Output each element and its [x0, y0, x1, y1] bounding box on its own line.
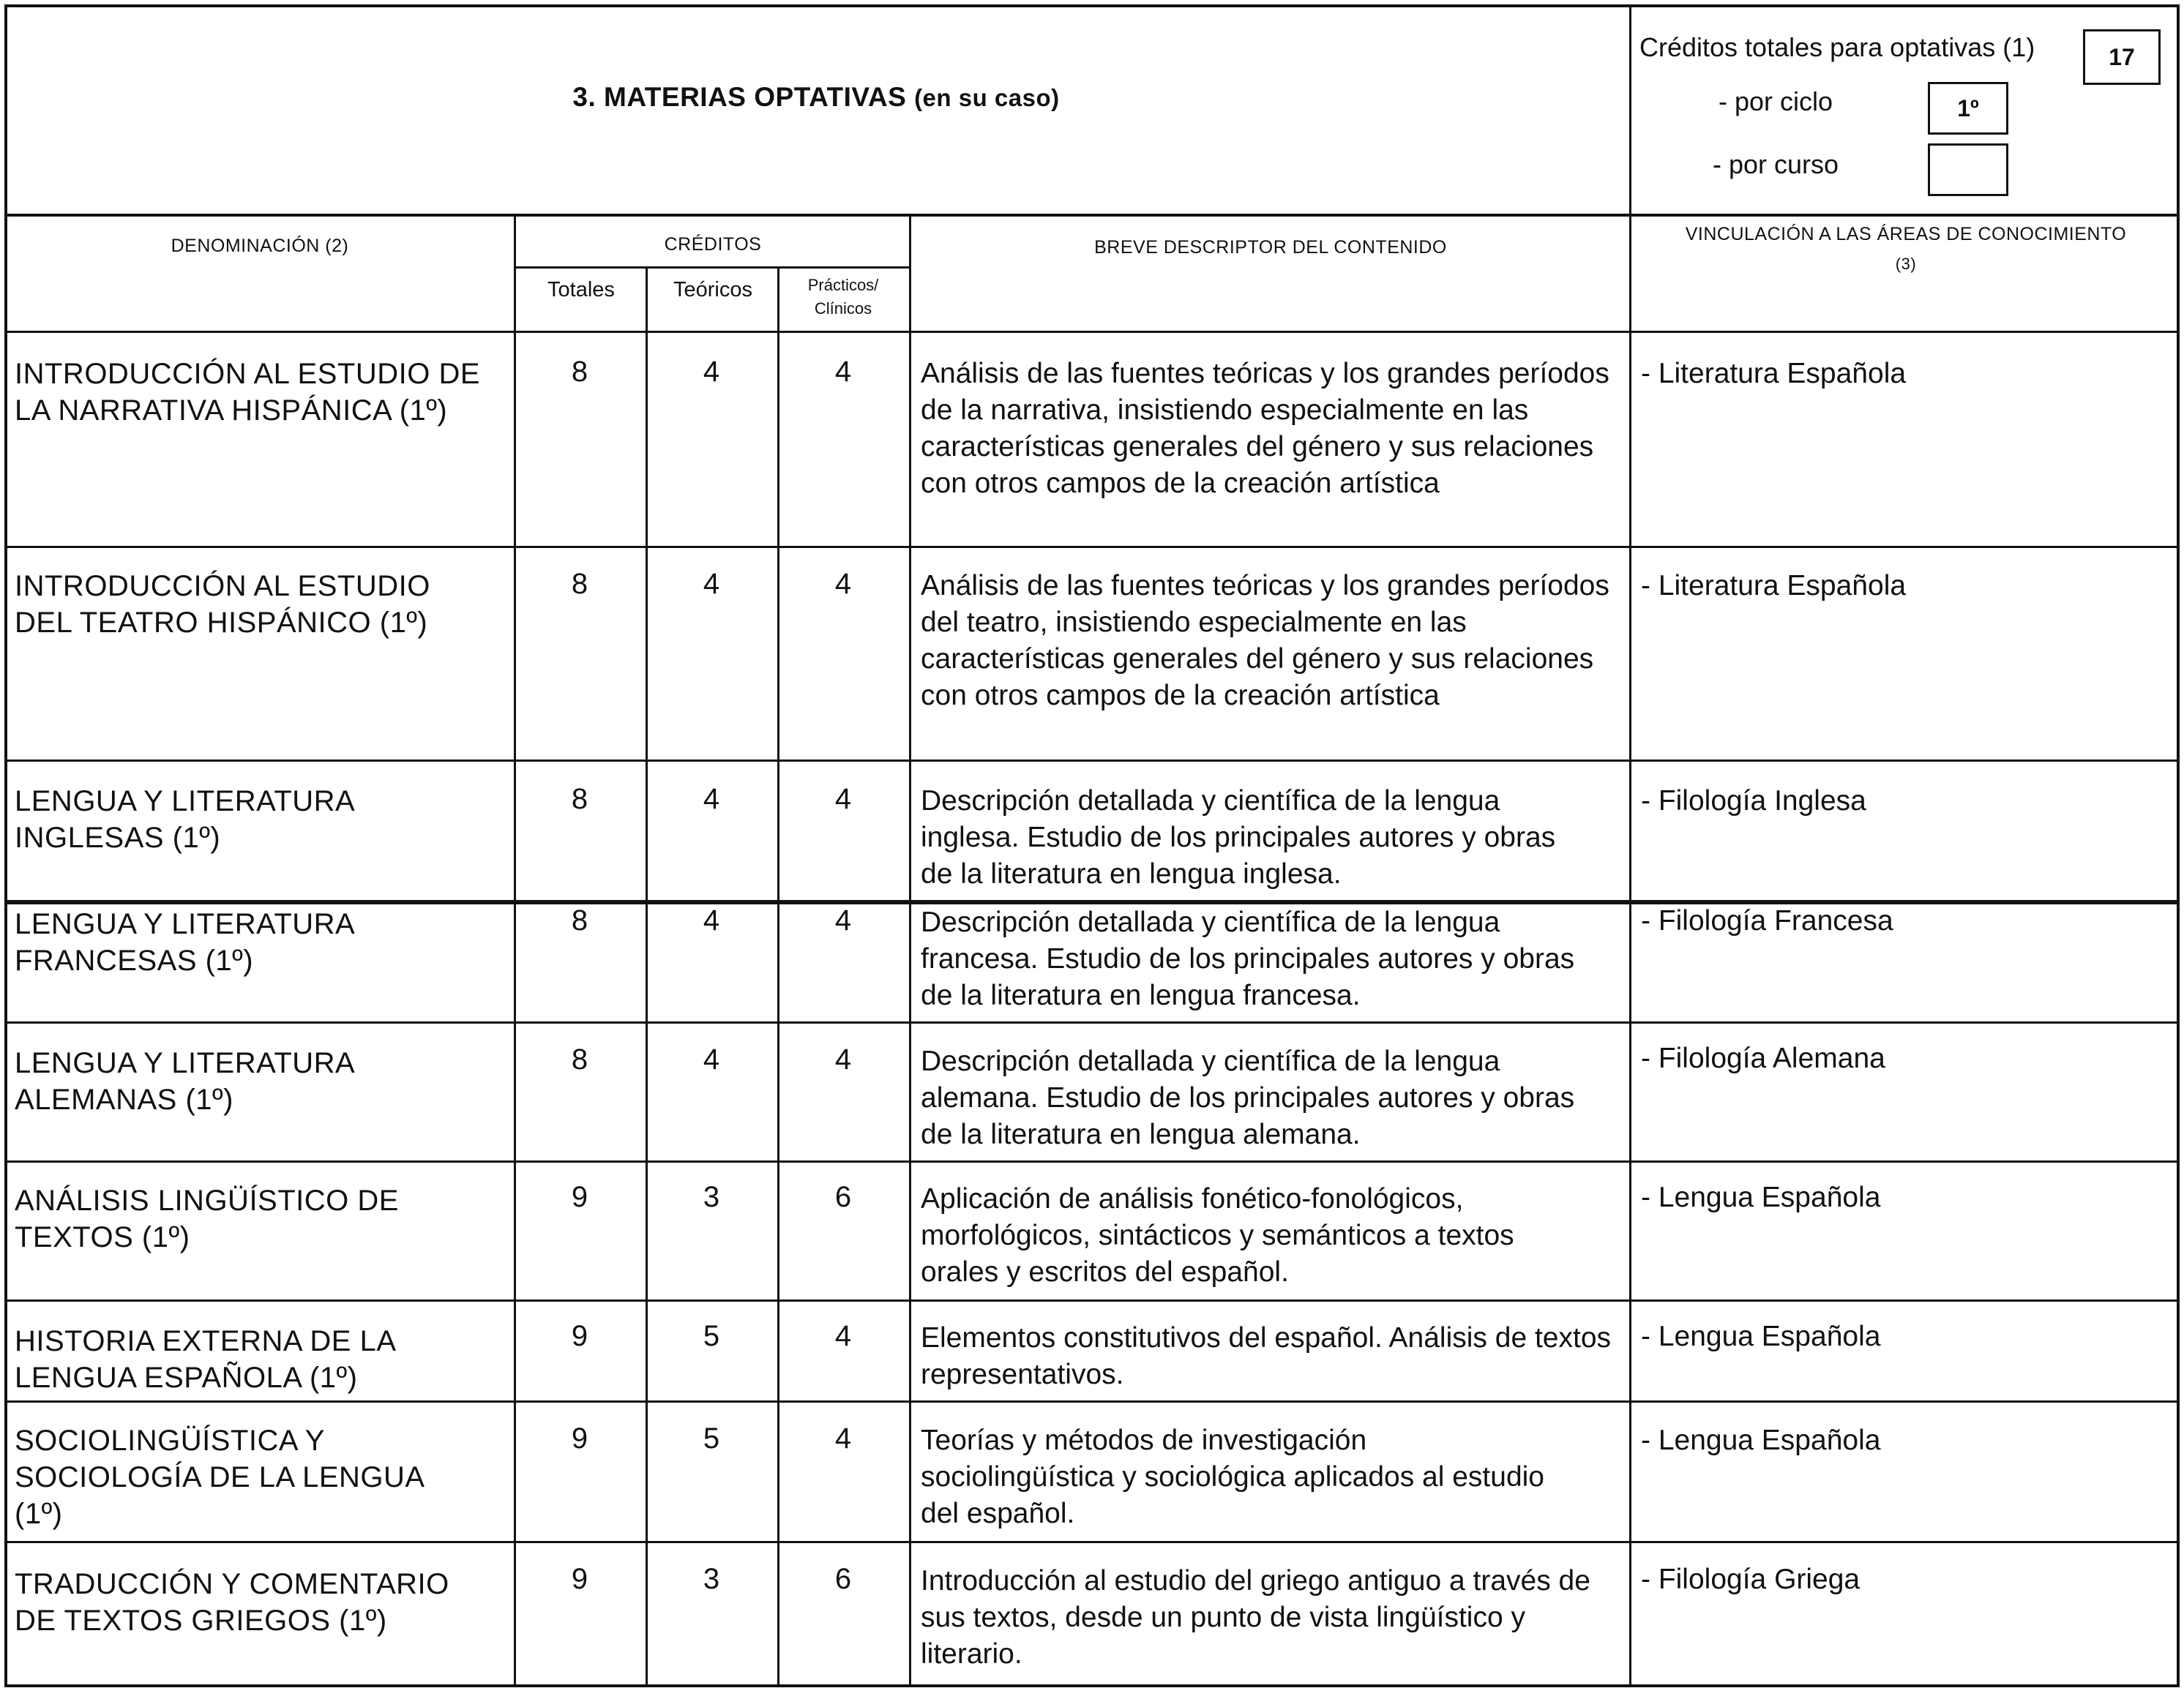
por-ciclo-value: 1º — [1928, 82, 2008, 135]
header-teoricos: Teóricos — [673, 278, 752, 301]
por-ciclo-label: - por ciclo — [1719, 86, 1833, 116]
row-4-teoricos: 4 — [703, 904, 720, 937]
col-line-1 — [514, 214, 516, 1687]
row-4-denominacion: LENGUA Y LITERATURA FRANCESAS (1º) — [15, 908, 354, 977]
row-8-area: - Lengua Española — [1641, 1425, 1881, 1456]
section-title-suffix: (en su caso) — [914, 84, 1060, 111]
header-divider — [1629, 4, 1631, 217]
row-5-teoricos: 4 — [703, 1043, 720, 1076]
row-3-area: - Filología Inglesa — [1641, 785, 1866, 817]
row-6-area: - Lengua Española — [1641, 1182, 1881, 1213]
row-5-denominacion: LENGUA Y LITERATURA ALEMANAS (1º) — [15, 1047, 354, 1116]
row-line — [4, 1299, 2180, 1302]
row-5-area: - Filología Alemana — [1641, 1043, 1885, 1074]
section-title — [7, 82, 1625, 113]
col-line-3 — [777, 266, 779, 1687]
header-vinculacion: VINCULACIÓN A LAS ÁREAS DE CONOCIMIENTO — [1685, 224, 2127, 244]
row-9-totales: 9 — [571, 1563, 588, 1595]
row-7-denominacion: HISTORIA EXTERNA DE LA LENGUA ESPAÑOLA (1º) — [15, 1325, 395, 1394]
row-2-practicos: 4 — [834, 568, 852, 600]
header-practicos: Prácticos/ Clínicos — [807, 276, 879, 318]
row-line — [4, 760, 2180, 762]
row-7-descriptor: Elementos constitutivos del español. Análisis de textos representativos. — [921, 1322, 1612, 1390]
creditos-totales-label: Créditos totales para optativas (1) — [1639, 32, 2035, 62]
row-4-area: - Filología Francesa — [1641, 905, 1893, 937]
row-1-practicos: 4 — [834, 356, 852, 388]
column-header-bottom — [4, 331, 2180, 333]
row-8-totales: 9 — [571, 1422, 588, 1455]
row-1-teoricos: 4 — [703, 356, 720, 388]
row-9-descriptor: Introducción al estudio del griego antiguo a través de sus textos, desde un punto de vista lingüístico y literario. — [921, 1565, 1590, 1670]
section-title-main: 3. MATERIAS OPTATIVAS — [572, 82, 907, 112]
row-9-area: - Filología Griega — [1641, 1564, 1860, 1595]
row-8-descriptor: Teorías y métodos de investigación sociolingüística y sociológica aplicados al estudio del español. — [921, 1425, 1544, 1529]
row-line — [4, 1160, 2180, 1163]
row-3-teoricos: 4 — [703, 783, 720, 815]
row-line — [4, 1400, 2180, 1403]
creditos-header-divider — [515, 266, 910, 269]
row-line — [4, 1541, 2180, 1543]
row-8-practicos: 4 — [834, 1422, 852, 1455]
row-2-totales: 8 — [571, 568, 588, 600]
row-2-descriptor: Análisis de las fuentes teóricas y los grandes períodos del teatro, insistiendo especialmente en las características generales del género y sus relaciones con otros campos de la creación artística — [921, 570, 1609, 711]
row-8-denominacion: SOCIOLINGÜÍSTICA Y SOCIOLOGÍA DE LA LENGUA (1º) — [15, 1425, 424, 1530]
col-line-4 — [909, 214, 911, 1687]
row-7-teoricos: 5 — [703, 1320, 720, 1352]
header-descriptor: BREVE DESCRIPTOR DEL CONTENIDO — [1094, 237, 1447, 258]
row-3-denominacion: LENGUA Y LITERATURA INGLESAS (1º) — [15, 785, 354, 854]
row-9-denominacion: TRADUCCIÓN Y COMENTARIO DE TEXTOS GRIEGOS (1º) — [15, 1568, 449, 1637]
row-6-practicos: 6 — [834, 1181, 852, 1213]
header-vinculacion-note: (3) — [1895, 255, 1917, 273]
row-1-area: - Literatura Española — [1641, 358, 1907, 389]
creditos-totales-value: 17 — [2083, 29, 2161, 85]
row-6-totales: 9 — [571, 1181, 588, 1213]
row-3-totales: 8 — [571, 783, 588, 815]
row-6-descriptor: Aplicación de análisis fonético-fonológicos, morfológicos, sintácticos y semánticos a textos orales y escritos del español. — [921, 1183, 1514, 1288]
row-5-descriptor: Descripción detallada y científica de la lengua alemana. Estudio de los principales autores y obras de la literatura en lengua alemana. — [921, 1046, 1575, 1150]
row-4-descriptor: Descripción detallada y científica de la lengua francesa. Estudio de los principales autores y obras de la literatura en lengua francesa. — [921, 907, 1575, 1011]
row-3-descriptor: Descripción detallada y científica de la lengua inglesa. Estudio de los principales autores y obras de la literatura en lengua inglesa. — [921, 785, 1556, 890]
row-2-teoricos: 4 — [703, 568, 720, 600]
row-6-denominacion: ANÁLISIS LINGÜÍSTICO DE TEXTOS (1º) — [15, 1185, 399, 1253]
header-denominacion: DENOMINACIÓN (2) — [171, 236, 349, 256]
row-line — [4, 546, 2180, 548]
row-1-totales: 8 — [571, 356, 588, 388]
row-1-denominacion: INTRODUCCIÓN AL ESTUDIO DE LA NARRATIVA HISPÁNICA (1º) — [15, 358, 481, 427]
row-9-teoricos: 3 — [703, 1563, 720, 1595]
row-4-practicos: 4 — [834, 904, 852, 937]
row-5-practicos: 4 — [834, 1043, 852, 1076]
col-line-5 — [1629, 214, 1631, 1687]
row-7-totales: 9 — [571, 1320, 588, 1352]
por-curso-value — [1928, 143, 2008, 196]
row-4-totales: 8 — [571, 904, 588, 937]
col-line-2 — [646, 266, 648, 1687]
row-2-area: - Literatura Española — [1641, 570, 1907, 601]
header-creditos: CRÉDITOS — [664, 234, 762, 255]
row-5-totales: 8 — [571, 1043, 588, 1076]
row-6-teoricos: 3 — [703, 1181, 720, 1213]
row-3-practicos: 4 — [834, 783, 852, 815]
row-7-area: - Lengua Española — [1641, 1321, 1881, 1352]
row-1-descriptor: Análisis de las fuentes teóricas y los grandes períodos de la narrativa, insistiendo especialmente en las características generales del género y sus relaciones con otros campos de la creación artística — [921, 358, 1609, 499]
row-9-practicos: 6 — [834, 1563, 852, 1595]
header-totales: Totales — [547, 278, 615, 301]
por-curso-label: - por curso — [1713, 149, 1839, 179]
row-2-denominacion: INTRODUCCIÓN AL ESTUDIO DEL TEATRO HISPÁNICO (1º) — [15, 570, 430, 639]
row-8-teoricos: 5 — [703, 1422, 720, 1455]
row-7-practicos: 4 — [834, 1320, 852, 1352]
row-line — [4, 1021, 2180, 1024]
